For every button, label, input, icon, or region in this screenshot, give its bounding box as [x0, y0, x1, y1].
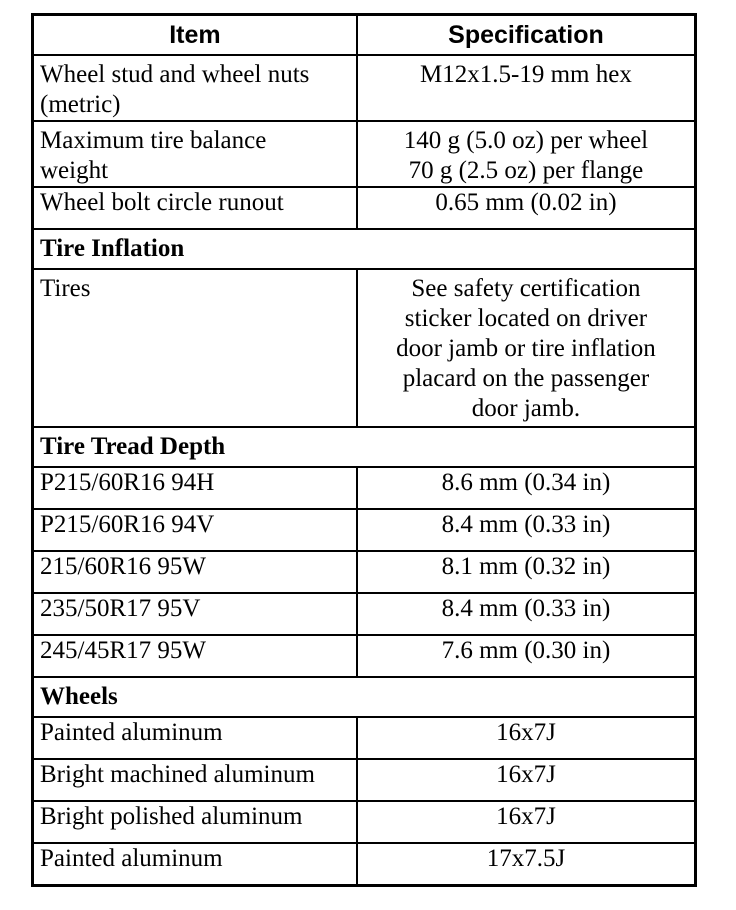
- table-row: [33, 593, 696, 635]
- spec-cell: 16x7J: [357, 717, 696, 759]
- item-cell: [33, 55, 357, 121]
- spec-cell: 7.6 mm (0.30 in): [357, 635, 696, 677]
- item-cell: Bright machined aluminum: [33, 759, 357, 801]
- table-row: [33, 509, 696, 551]
- table-row: [33, 269, 696, 427]
- spec-cell: [357, 55, 696, 121]
- section-title-tire-inflation: Tire Inflation: [33, 229, 696, 269]
- spec-line: 140 g (5.0 oz) per wheel: [403, 127, 649, 154]
- item-cell: Painted aluminum: [33, 843, 357, 886]
- spec-line: placard on the passenger: [402, 365, 650, 392]
- table-row: [33, 717, 696, 759]
- item-cell: [33, 121, 357, 187]
- spec-cell: 8.4 mm (0.33 in): [357, 509, 696, 551]
- spec-cell: 8.1 mm (0.32 in): [357, 551, 696, 593]
- item-cell: P215/60R16 94H: [33, 467, 357, 509]
- spec-cell: [357, 269, 696, 427]
- section-title-tread-depth: Tire Tread Depth: [33, 427, 696, 467]
- table-row: [33, 635, 696, 677]
- item-cell: Painted aluminum: [33, 717, 357, 759]
- spec-cell: 0.65 mm (0.02 in): [357, 187, 696, 229]
- table-row: [33, 467, 696, 509]
- specification-table: [31, 13, 697, 887]
- spec-cell: 16x7J: [357, 801, 696, 843]
- spec-line: door jamb or tire inflation: [396, 335, 656, 362]
- table-row: [33, 55, 696, 121]
- item-cell: 245/45R17 95W: [33, 635, 357, 677]
- section-row: [33, 229, 696, 269]
- spec-line: See safety certification: [411, 275, 641, 302]
- table-row: [33, 801, 696, 843]
- item-line: Maximum tire balance: [40, 127, 267, 154]
- spec-cell: 16x7J: [357, 759, 696, 801]
- table-row: [33, 551, 696, 593]
- table-row: [33, 187, 696, 229]
- header-specification: Specification: [357, 15, 696, 56]
- item-line: (metric): [40, 91, 121, 118]
- table-row: [33, 843, 696, 886]
- spec-line: M12x1.5-19 mm hex: [420, 61, 632, 88]
- table-row: [33, 759, 696, 801]
- header-item: Item: [33, 15, 357, 56]
- item-cell: 215/60R16 95W: [33, 551, 357, 593]
- item-cell: P215/60R16 94V: [33, 509, 357, 551]
- item-line: weight: [40, 157, 109, 184]
- spec-cell: [357, 121, 696, 187]
- spec-cell: 8.4 mm (0.33 in): [357, 593, 696, 635]
- spec-cell: 8.6 mm (0.34 in): [357, 467, 696, 509]
- section-title-wheels: Wheels: [33, 677, 696, 717]
- section-row: [33, 677, 696, 717]
- section-row: [33, 427, 696, 467]
- spec-line: sticker located on driver: [404, 305, 648, 332]
- item-cell: 235/50R17 95V: [33, 593, 357, 635]
- item-cell: Tires: [33, 269, 357, 427]
- item-cell: Bright polished aluminum: [33, 801, 357, 843]
- item-cell: Wheel bolt circle runout: [33, 187, 357, 229]
- item-line: Wheel stud and wheel nuts: [40, 61, 310, 88]
- header-row: [33, 15, 696, 56]
- spec-cell: 17x7.5J: [357, 843, 696, 886]
- table-row: [33, 121, 696, 187]
- spec-line: door jamb.: [471, 395, 581, 422]
- spec-line: 70 g (2.5 oz) per flange: [408, 157, 644, 184]
